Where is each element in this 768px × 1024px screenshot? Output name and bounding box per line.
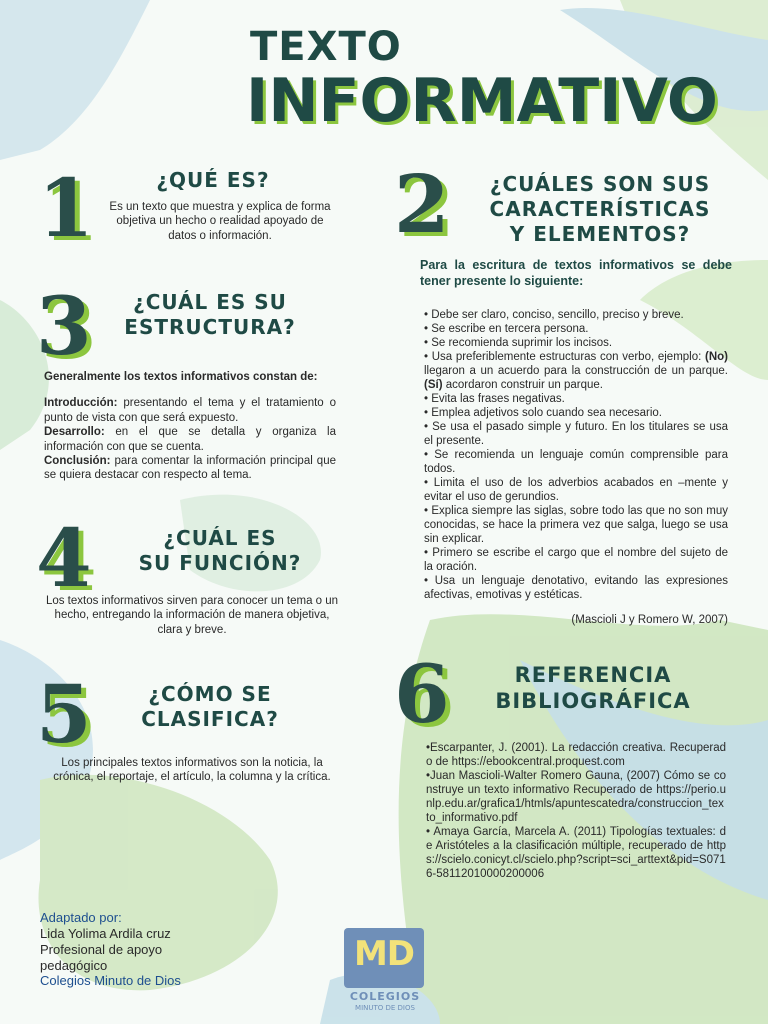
section-5-heading (110, 682, 310, 732)
reference-item[interactable]: • Amaya García, Marcela A. (2011) Tipologías textuales: de Aristóteles a la clasificación múltiple, recuperado de https://scielo.conicyt.cl/scielo.php?script=sci_arttext&pid=S0716-58112010000200006 (426, 826, 726, 881)
credits-org: Colegios Minuto de Dios (40, 973, 181, 989)
list-item: • Se usa el pasado simple y futuro. En los titulares se usa el presente. (424, 421, 728, 448)
section-3-introduction (44, 396, 336, 425)
section-3-development (44, 425, 336, 454)
reference-item[interactable]: •Escarpanter, J. (2001). La redacción creativa. Recuperado de https://ebookcentral.proquest.com (426, 742, 726, 769)
section-3-heading (100, 290, 320, 340)
list-item: • Limita el uso de los adverbios acabados en –mente y evitar el uso de gerundios. (424, 477, 728, 504)
section-5-number: 5 (36, 667, 92, 761)
section-2-heading-line-2: CARACTERÍSTICAS (489, 197, 711, 221)
list-item: • Se escribe en tercera persona. (424, 323, 589, 336)
colegios-logo (340, 926, 430, 1016)
section-6-heading-line-1: REFERENCIA (514, 663, 672, 687)
credits-name: Lida Yolima Ardila cruz (40, 925, 171, 941)
section-6-heading (478, 662, 708, 715)
section-6-number: 6 (394, 647, 450, 741)
list-item: • Emplea adjetivos solo cuando sea necesario. (424, 407, 663, 420)
credits (40, 910, 270, 989)
section-6-heading-line-2: BIBLIOGRÁFICA (495, 689, 691, 714)
example-si: (Sí) (424, 379, 443, 392)
conclusion-label: Conclusión: (44, 454, 111, 467)
list-item (424, 350, 728, 392)
development-label: Desarrollo: (44, 426, 105, 439)
section-4-heading-line-2: SU FUNCIÓN? (138, 551, 302, 575)
title-line-1: TEXTO (250, 24, 402, 70)
section-3-conclusion (44, 454, 336, 483)
section-2-intro: Para la escritura de textos informativos se debe tener presente lo siguiente: (420, 258, 732, 288)
example-no: (No) (705, 351, 728, 364)
section-3-number: 3 (36, 279, 92, 373)
list-item: • Debe ser claro, conciso, sencillo, preciso y breve. (424, 309, 684, 321)
example-end: acordaron construir un parque. (442, 379, 603, 392)
title-line-2: INFORMATIVO (246, 66, 718, 136)
section-2-citation: (Mascioli J y Romero W, 2007) (571, 614, 728, 627)
credits-role-line-2: pedagógico (40, 957, 108, 973)
introduction-text: presentando el tema y el tratamiento o punto de vista con que será expuesto. (44, 397, 336, 424)
section-4-heading-line-1: ¿CUÁL ES (163, 526, 277, 550)
credits-role-line-1: Profesional de apoyo (40, 941, 163, 957)
credits-adapted: Adaptado por: (40, 910, 122, 925)
section-3-heading-line-2: ESTRUCTURA? (124, 315, 296, 339)
logo-mark: MD (353, 934, 415, 974)
development-text: en el que se detalla y organiza la información con que se cuenta. (44, 426, 336, 453)
list-item: • Primero se escribe el cargo que el nombre del sujeto de la oración. (424, 547, 728, 574)
section-3-body (44, 370, 336, 483)
list-item: • Se recomienda un lenguaje común comprensible para todos. (424, 449, 728, 476)
section-2-list (424, 308, 728, 626)
section-4-number: 4 (36, 511, 92, 605)
section-3-heading-line-1: ¿CUÁL ES SU (133, 290, 287, 314)
reference-item[interactable]: •Juan Mascioli-Walter Romero Gauna, (2007) Cómo se construye un texto informativo Recuperado de https://perio.unlp.edu.ar/grafica1/htmls/apuntescatedra/construccion_texto_informativo.pdf (426, 770, 726, 825)
list-item: • Se recomienda suprimir los incisos. (424, 337, 613, 350)
section-1-text: Es un texto que muestra y explica de forma objetiva un hecho o realidad apoyado de datos o información. (109, 201, 331, 242)
section-2-heading (474, 172, 726, 247)
logo-line-1: COLEGIOS (349, 990, 421, 1003)
section-5-text: Los principales textos informativos son la noticia, la crónica, el reportaje, el artículo, la columna y la crítica. (53, 757, 331, 784)
list-item: • Explica siempre las siglas, sobre todo las que no son muy conocidas, se hace la primera vez que salga, luego se usa sin explicar. (424, 505, 728, 546)
list-item: • Usa un lenguaje denotativo, evitando las expresiones afectivas, emotivas y estéticas. (424, 575, 728, 602)
list-item: • Evita las frases negativas. (424, 393, 565, 406)
conclusion-text: para comentar la información principal que se quiera destacar con respecto al tema. (44, 454, 336, 482)
section-1-heading: ¿QUÉ ES? (156, 168, 270, 192)
logo-line-2: MINUTO DE DIOS (355, 1004, 415, 1012)
section-6-references (426, 741, 726, 881)
section-3-intro: Generalmente los textos informativos constan de: (44, 371, 318, 383)
section-2-number: 2 (394, 157, 450, 251)
section-5-heading-line-1: ¿CÓMO SE (148, 682, 272, 706)
example-mid: llegaron a un acuerdo para la construcción de un parque. (424, 365, 728, 378)
section-4-heading (110, 526, 330, 576)
section-2-heading-line-1: ¿CUÁLES SON SUS (489, 172, 711, 196)
section-2-heading-line-3: Y ELEMENTOS? (509, 222, 691, 246)
introduction-label: Introducción: (44, 397, 118, 410)
list-item-text: • Usa preferiblemente estructuras con verbo, ejemplo: (424, 351, 705, 364)
section-4-text: Los textos informativos sirven para conocer un tema o un hecho, entregando la información de manera objetiva, clara y breve. (45, 595, 339, 636)
section-5-heading-line-2: CLASIFICA? (141, 707, 279, 731)
section-1-number: 1 (38, 161, 94, 255)
